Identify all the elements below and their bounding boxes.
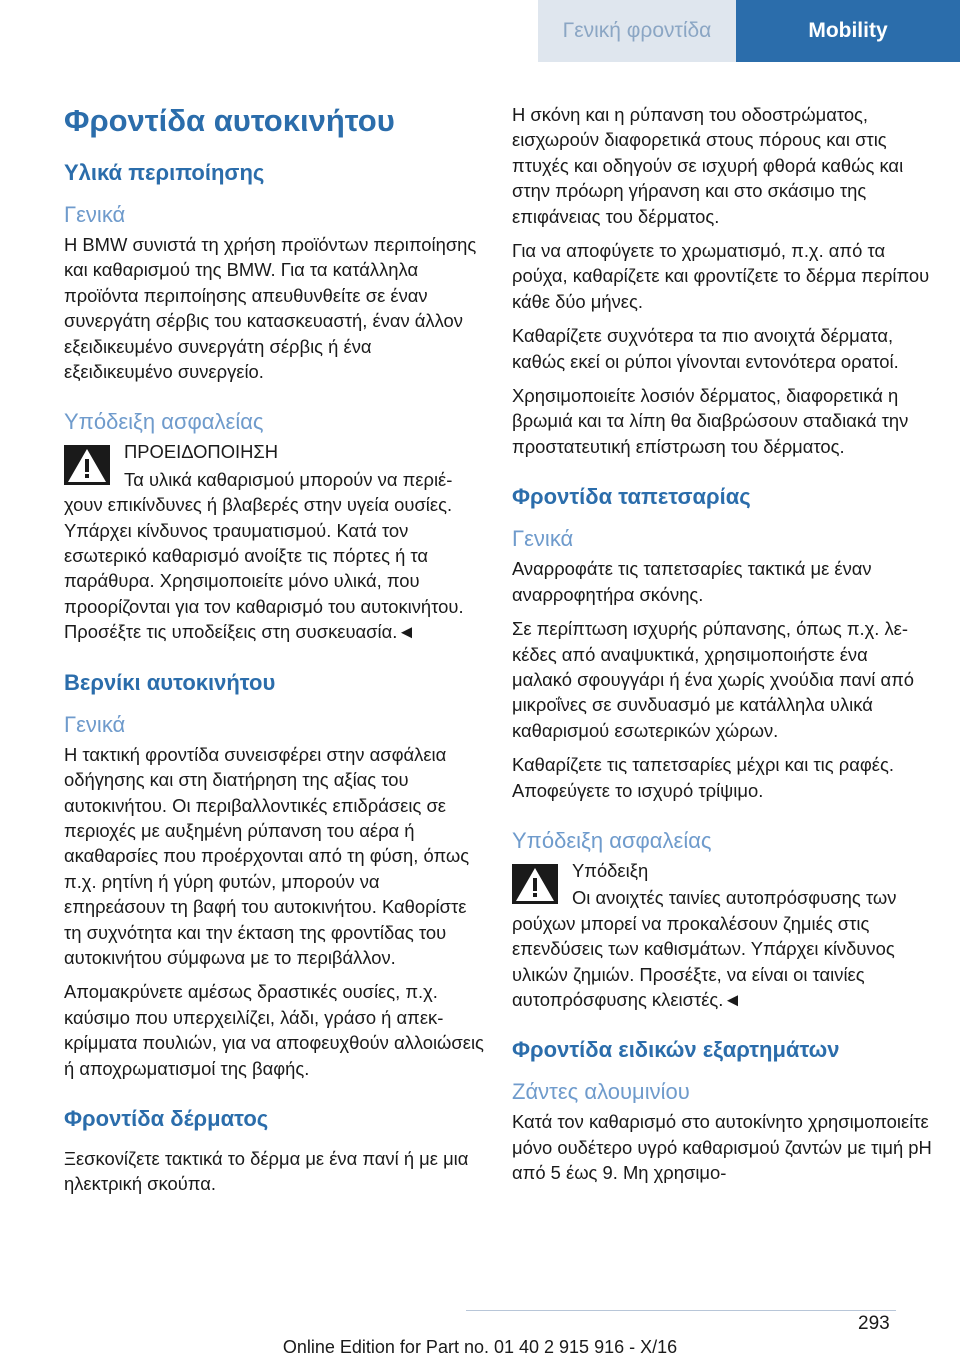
paragraph-upholstery-stains: Σε περίπτωση ισχυρής ρύπανσης, όπως π.χ. λεκέδες από αναψυκτικά, χρησιμοποιήστε ένα μαλακό σφουγγάρι ή ένα χωρίς χνούδια πανί από μικροΐνες σε συνδυασμό με κατάλληλα υλικά καθαρισμού εσωτερικών χώρων. — [512, 618, 915, 741]
paragraph-products: Η BMW συνιστά τη χρήση προϊόντων περιποίησης και καθαρισμού της BMW. Για τα κατάλληλα προϊόντα περιποίησης απευθυνθείτε σε έναν συνεργάτη σέρβις του κατασκευαστή, έναν άλλον εξειδικευμένο συνεργάτη σέρβις ή ένα εξειδικευμένο συνεργείο. — [64, 234, 477, 383]
subheading-general: Γενικά — [512, 526, 574, 552]
chapter-tab-mobility: Mobility — [736, 0, 960, 62]
paragraph-leather-dust: Ξεσκονίζετε τακτικά το δέρμα με ένα πανί ή με μια ηλεκτρική σκούπα. — [64, 1147, 469, 1195]
heading-care-products: Υλικά περιποίησης — [64, 160, 265, 185]
paragraph-leather-lotion: Χρησιμοποιείτε λοσιόν δέρματος, διαφορετικά η βρωμιά και τα λίπη θα διαβρώσουν σταδιακά την προστατευτική επίστρωση του δέρματος. — [512, 385, 909, 457]
page-number: 293 — [858, 1313, 890, 1334]
edition-footer: Online Edition for Part no. 01 40 2 915 916 - X/16 — [282, 1337, 678, 1357]
subheading-alloy-wheels: Ζάντες αλουμινίου — [512, 1079, 690, 1105]
notice-block — [512, 858, 932, 1012]
subheading-general: Γενικά — [64, 202, 126, 227]
footer-divider — [466, 1310, 896, 1311]
paragraph-paint-removal: Απομακρύνετε αμέσως δραστικές ουσίες, π.χ. καύσιμο που υπερχειλίζει, λάδι, γράσο ή απεκκρίμματα πουλιών, για να αποφευχθούν αλλοιώσεις ή αποχρωματισμοί της βαφής. — [64, 981, 484, 1079]
paragraph-light-leather: Καθαρίζετε συχνότερα τα πιο ανοιχτά δέρματα, καθώς εκεί οι ρύποι γίνονται εντονότερα ορατοί. — [512, 325, 899, 372]
paragraph-upholstery-seams: Καθαρίζετε τις ταπετσαρίες μέχρι και τις ραφές. Αποφεύγετε το ισχυρό τρίψιμο. — [512, 754, 894, 801]
warning-title: ΠΡΟΕΙΔΟΠΟΙΗΣΗ — [124, 441, 279, 463]
subheading-safety-note: Υπόδειξη ασφαλείας — [64, 409, 264, 435]
paragraph-paint-care: Η τακτική φροντίδα συνεισφέρει στην ασφάλεια οδήγησης και στη διατήρηση της αξίας του αυτοκινήτου. Οι περιβαλλοντικές επιδράσεις σε περιοχές με αυξημένη ρύπανση του αέρα ή ακαθαρσίες που προέρχονται από τη φύση, όπως π.χ. ρητίνη ή γύρη φυτών, μπορούν να επηρεάσουν τη βαφή του αυτοκινήτου. Καθορίστε τη συχνότητα και την έκταση της φροντίδας του αυτοκινήτου σύμφωνα με το περιβάλλον. — [64, 743, 470, 968]
page-title: Φροντίδα αυτοκινήτου — [64, 103, 395, 138]
heading-upholstery-care: Φροντίδα ταπετσαρίας — [512, 484, 751, 510]
heading-paintwork: Βερνίκι αυτοκινήτου — [64, 669, 276, 695]
notice-text: Οι ανοιχτές ταινίες αυτοπρόσφυσης των ρούχων μπορεί να προκαλέσουν ζημιές στις επενδύσεις των καθισμάτων. Υπάρχει κίνδυνος υλικών ζημιών. Προσέξτε, να είναι οι ταινίες αυτοπρόσφυσης κλειστές.◄ — [512, 887, 897, 1010]
left-column — [64, 100, 484, 1206]
paragraph-leather-dirt: Η σκόνη και η ρύπανση του οδοστρώματος, εισχωρούν διαφορετικά στους πόρους και στις πτυχές και οδηγούν σε ισχυρή φθορά καθώς και στην πρόωρη γήρανση και στο σκάσιμο της επιφάνειας του δέρματος. — [512, 104, 904, 227]
paragraph-leather-discoloration: Για να αποφύγετε το χρωματισμό, π.χ. από τα ρούχα, καθαρίζετε και φροντίζετε το δέρμα περίπου κάθε δύο μήνες. — [512, 240, 930, 312]
warning-text: Τα υλικά καθαρισμού μπορούν να περιέχουν επικίνδυνες ή βλαβερές στην υγεία ουσίες. Υπάρχει κίνδυνος τραυματισμού. Κατά τον εσωτερικό καθαρισμό ανοίξτε τις πόρτες ή τα παράθυρα. Χρησιμοποιείτε μόνο υλικά, που προορίζονται για τον καθαρισμό του αυτοκινήτου. Προσέξτε τις υποδείξεις στη συσκευασία.◄ — [64, 468, 464, 643]
notice-title: Υπόδειξη — [572, 859, 649, 881]
section-tab-general-care: Γενική φροντίδα — [538, 0, 736, 62]
heading-special-components: Φροντίδα ειδικών εξαρτημάτων — [512, 1037, 840, 1063]
warning-triangle-icon — [512, 864, 558, 904]
heading-leather-care: Φροντίδα δέρματος — [64, 1105, 269, 1131]
page-header — [538, 0, 960, 62]
subheading-safety-note: Υπόδειξη ασφαλείας — [512, 827, 712, 853]
warning-block — [64, 439, 484, 644]
subheading-general: Γενικά — [64, 711, 126, 737]
right-column — [512, 102, 932, 1195]
warning-triangle-icon — [64, 445, 110, 485]
paragraph-alloy-wheels: Κατά τον καθαρισμό στο αυτοκίνητο χρησιμοποιείτε μόνο ουδέτερο υγρό καθαρισμού ζαντών με τιμή pH από 5 έως 9. Μη χρησιμο- — [512, 1111, 932, 1184]
paragraph-upholstery-vacuum: Αναρροφάτε τις ταπετσαρίες τακτικά με έναν αναρροφητήρα σκόνης. — [512, 558, 872, 605]
